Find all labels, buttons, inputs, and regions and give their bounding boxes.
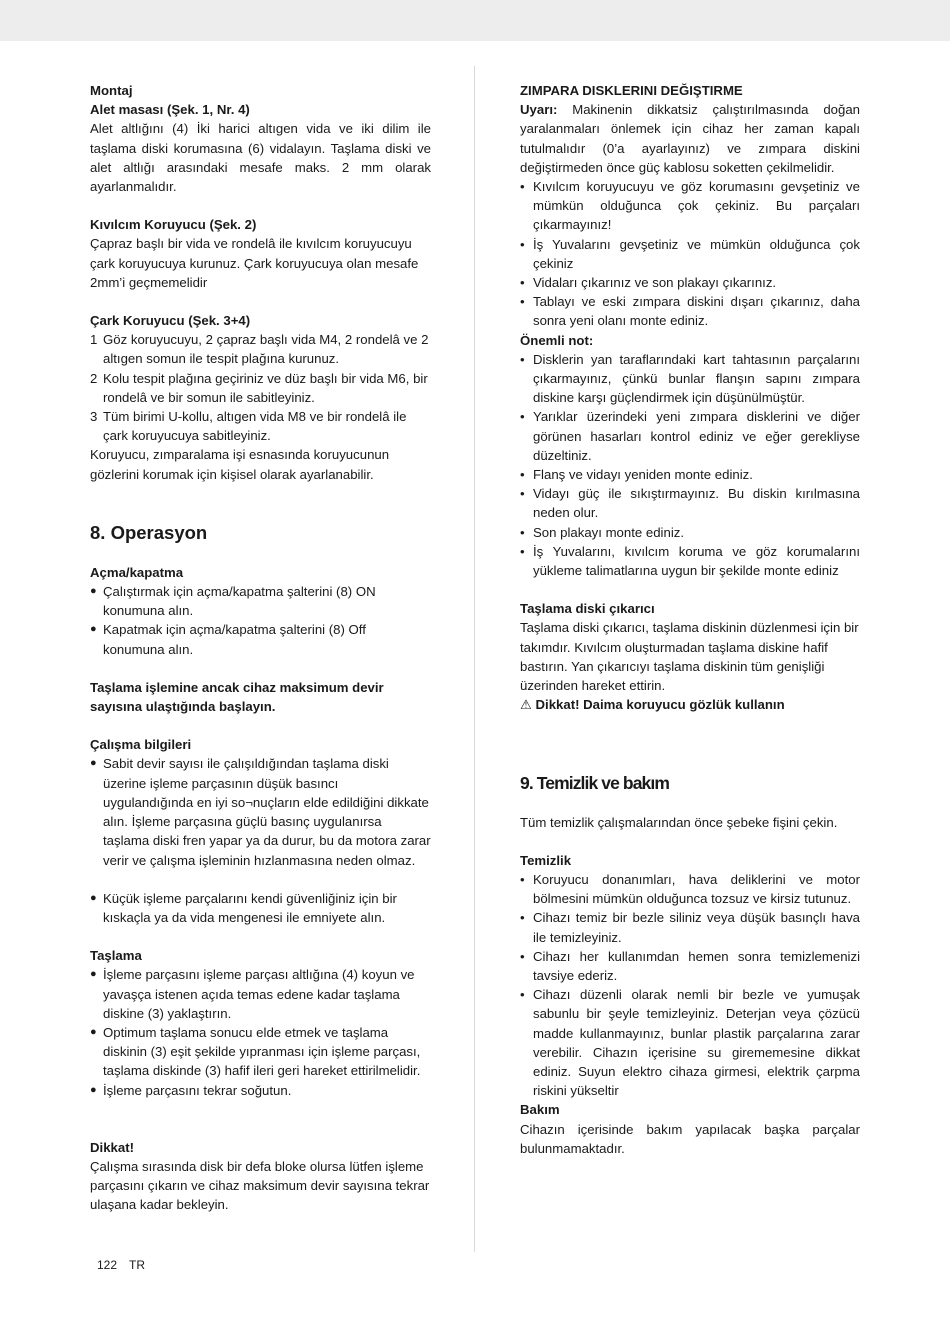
temizlik-intro: Tüm temizlik çalışmalarından önce şebeke fişini çekin.: [520, 814, 838, 830]
zimpara-heading: ZIMPARA DISKLERINI DEĞIŞTIRME: [520, 83, 743, 98]
list-item: • Disklerin yan taraflarındaki kart tahtasının parçalarını çıkarmayınız, çünkü bunlar flanşın sapını zımpara diskine karşı güçlendirmek için düşünülmüştür.: [520, 351, 860, 406]
list-item: • İş Yuvalarını gevşetiniz ve mümkün olduğunca çok çekiniz: [520, 236, 860, 271]
uyari-text: Makinenin dikkatsiz çalıştırılmasında doğan yaralanmaları önlemek için cihaz her zaman kapalı tutulmalıdır (0’a ayarlayınız) ve zımpara diskini değiştirmeden önce güç kablosu soketten çekilmelidir.: [520, 102, 860, 175]
list-item: • İş Yuvalarını, kıvılcım koruma ve göz korumalarını yükleme talimatlarına uygun bir şekilde monte ediniz: [520, 543, 860, 579]
warning-triangle-icon: ⚠: [520, 697, 532, 713]
uyari-paragraph: [520, 100, 860, 177]
list-item: • Koruyucu donanımları, hava deliklerini ve motor bölmesini mümkün olduğunca tozsuz ve kirsiz tutunuz.: [520, 871, 860, 907]
section-9-heading: 9. Temizlik ve bakım: [520, 772, 669, 793]
list-item: • Yarıklar üzerindeki yeni zımpara disklerini ve diğer görünen hasarları kontrol ediniz ve eğer gerekliyse düzeltiniz.: [520, 409, 860, 463]
cark-heading: Çark Koruyucu (Şek. 3+4): [90, 313, 251, 329]
list-item: • Flanş ve vidayı yeniden monte ediniz.: [520, 467, 753, 483]
cark-steps-list: [90, 330, 431, 445]
temizlik-heading: Temizlik: [520, 852, 572, 868]
column-divider: [474, 66, 475, 1252]
onemli-heading: Önemli not:: [520, 332, 594, 348]
list-item: ● İşleme parçasını tekrar soğutun.: [90, 1082, 292, 1098]
list-item: ● Kapatmak için açma/kapatma şalterini (8) Off konumuna alın.: [90, 622, 366, 657]
list-item: • Tablayı ve eski zımpara diskini dışarı çıkarınız, daha sonra yeni olanı monte ediniz.: [520, 294, 860, 329]
safety-glasses-warning: ⚠ Dikkat! Daima koruyucu gözlük kullanın: [520, 695, 860, 714]
taslama-warning-note: Taşlama işlemine ancak cihaz maksimum devir sayısına ulaştığında başlayın.: [90, 679, 384, 715]
list-item: 2 Kolu tespit plağına geçiriniz ve düz başlı bir vida M6, bir rondelâ ve bir somun ile sabitleyiniz.: [90, 370, 428, 405]
taslama-heading: Taşlama: [90, 948, 142, 964]
page-number: 122: [97, 1258, 118, 1272]
acma-kapatma-heading: Açma/kapatma: [90, 564, 184, 580]
cikarici-heading: Taşlama diski çıkarıcı: [520, 601, 655, 617]
dikkat-text: Çalışma sırasında disk bir defa bloke olursa lütfen işleme parçasını çıkarın ve cihaz maksimum devir sayısına tekrar ulaşana kadar bekleyin.: [90, 1158, 430, 1213]
zimpara-list: [520, 177, 860, 331]
left-column: [90, 81, 431, 1215]
list-item: 1 Göz koruyucuyu, 2 çapraz başlı vida M4, 2 rondelâ ve 2 altıgen somun ile tespit plağına kurunuz.: [90, 332, 429, 367]
list-item: 3 Tüm birimi U-kollu, altıgen vida M8 ve bir rondelâ ile çark koruyucuya sabitleyiniz.: [90, 409, 407, 444]
cark-note: Koruyucu, zımparalama işi esnasında koruyucunun gözlerini korumak için kişisel olarak ayarlanabilir.: [90, 447, 390, 482]
list-item: • Cihazı her kullanımdan hemen sonra temizlemenizi tavsiye ederiz.: [520, 948, 860, 983]
list-item: ● İşleme parçasını işleme parçası altlığına (4) koyun ve yavaşça istenen açıda temas edene kadar taşlama diskine (3) yaklaştırın.: [90, 967, 415, 1021]
alet-masasi-text: Alet altlığını (4) İki harici altıgen vida ve iki dilim ile taşlama diski korumasına (6) vidalayın. Taşlama diski ve alet altlığı arasındaki mesafe maks. 2 mm olarak ayarlanmalıdır.: [90, 121, 431, 195]
kivilcim-heading: Kıvılcım Koruyucu (Şek. 2): [90, 217, 257, 233]
calisma-list: [90, 754, 431, 869]
temizlik-list: [520, 870, 860, 1100]
list-item: • Cihazı düzenli olarak nemli bir bezle ve yumuşak sabunlu bir şeyle temizleyiniz. Deterjan veya çözücü madde kullanmayınız, bunlar plastik parçalarına zarar verebilir. Cihazın içerisine su girememesine dikkat ediniz. Suyun elektro cihaza girmesi, elektrik çarpma riskini yükseltir: [520, 987, 860, 1099]
dikkat-heading: Dikkat!: [90, 1139, 134, 1155]
montaj-heading: Montaj: [90, 83, 133, 98]
taslama-list: [90, 965, 431, 1099]
list-item: ● Küçük işleme parçalarını kendi güvenliğiniz için bir kıskaçla ya da vida mengenesi ile emniyete alın.: [90, 890, 397, 925]
cikarici-text: Taşlama diski çıkarıcı, taşlama diskinin düzlenmesi için bir takımdır. Kıvılcım oluşturmadan taşlama diskine hafif bastırın. Yan çıkarıcıyı taşlama diskinin tüm genişliği üzerinden hareket ettirin.: [520, 620, 859, 694]
list-item: • Kıvılcım koruyucuyu ve göz korumasını gevşetiniz ve mümkün olduğunca çok çekiniz. Bu parçaları çıkarmayınız!: [520, 179, 860, 233]
right-column: [520, 81, 860, 1158]
onemli-list: [520, 350, 860, 580]
list-item: ● Optimum taşlama sonucu elde etmek ve taşlama diskinin (3) eşit şekilde yıpranması için işleme parçası, taşlama diskinde (3) hafif ileri geri hareket ettirilmelidir.: [90, 1024, 421, 1079]
page-footer: [97, 1257, 157, 1273]
uyari-label: Uyarı:: [520, 102, 558, 118]
list-item: ● Çalıştırmak için açma/kapatma şalterini (8) ON konumuna alın.: [90, 584, 376, 619]
list-item: • Cihazı temiz bir bezle siliniz veya düşük basınçlı hava ile temizleyiniz.: [520, 910, 860, 945]
kivilcim-text: Çapraz başlı bir vida ve rondelâ ile kıvılcım koruyucuyu çark koruyucuya kurunuz. Çark koruyucuya olan mesafe 2mm’i geçmemelidir: [90, 236, 419, 290]
section-8-heading: 8. Operasyon: [90, 521, 208, 543]
top-gray-band: [0, 0, 950, 41]
calisma-list-2: [90, 889, 431, 927]
bakim-text: Cihazın içerisinde bakım yapılacak başka parçalar bulunmamaktadır.: [520, 1121, 860, 1156]
acma-list: [90, 582, 431, 659]
list-item: • Vidaları çıkarınız ve son plakayı çıkarınız.: [520, 275, 777, 291]
list-item: • Vidayı güç ile sıkıştırmayınız. Bu diskin kırılmasına neden olur.: [520, 486, 860, 521]
language-code: TR: [129, 1258, 146, 1272]
calisma-heading: Çalışma bilgileri: [90, 737, 192, 753]
alet-masasi-heading: Alet masası (Şek. 1, Nr. 4): [90, 102, 250, 118]
list-item: • Son plakayı monte ediniz.: [520, 524, 685, 540]
bakim-heading: Bakım: [520, 1102, 560, 1118]
list-item: ● Sabit devir sayısı ile çalışıldığından taşlama diski üzerine işleme parçasının düşük basıncı uygulandığında en iyi so¬nuçların elde edildiğini dikkate alın. İşleme parçasına güçlü basınç uygulanırsa taşlama diski fren yapar ya da durur, bu da motora zarar verir ve çalışma işleminin hızlanmasına neden olmaz.: [90, 756, 431, 868]
